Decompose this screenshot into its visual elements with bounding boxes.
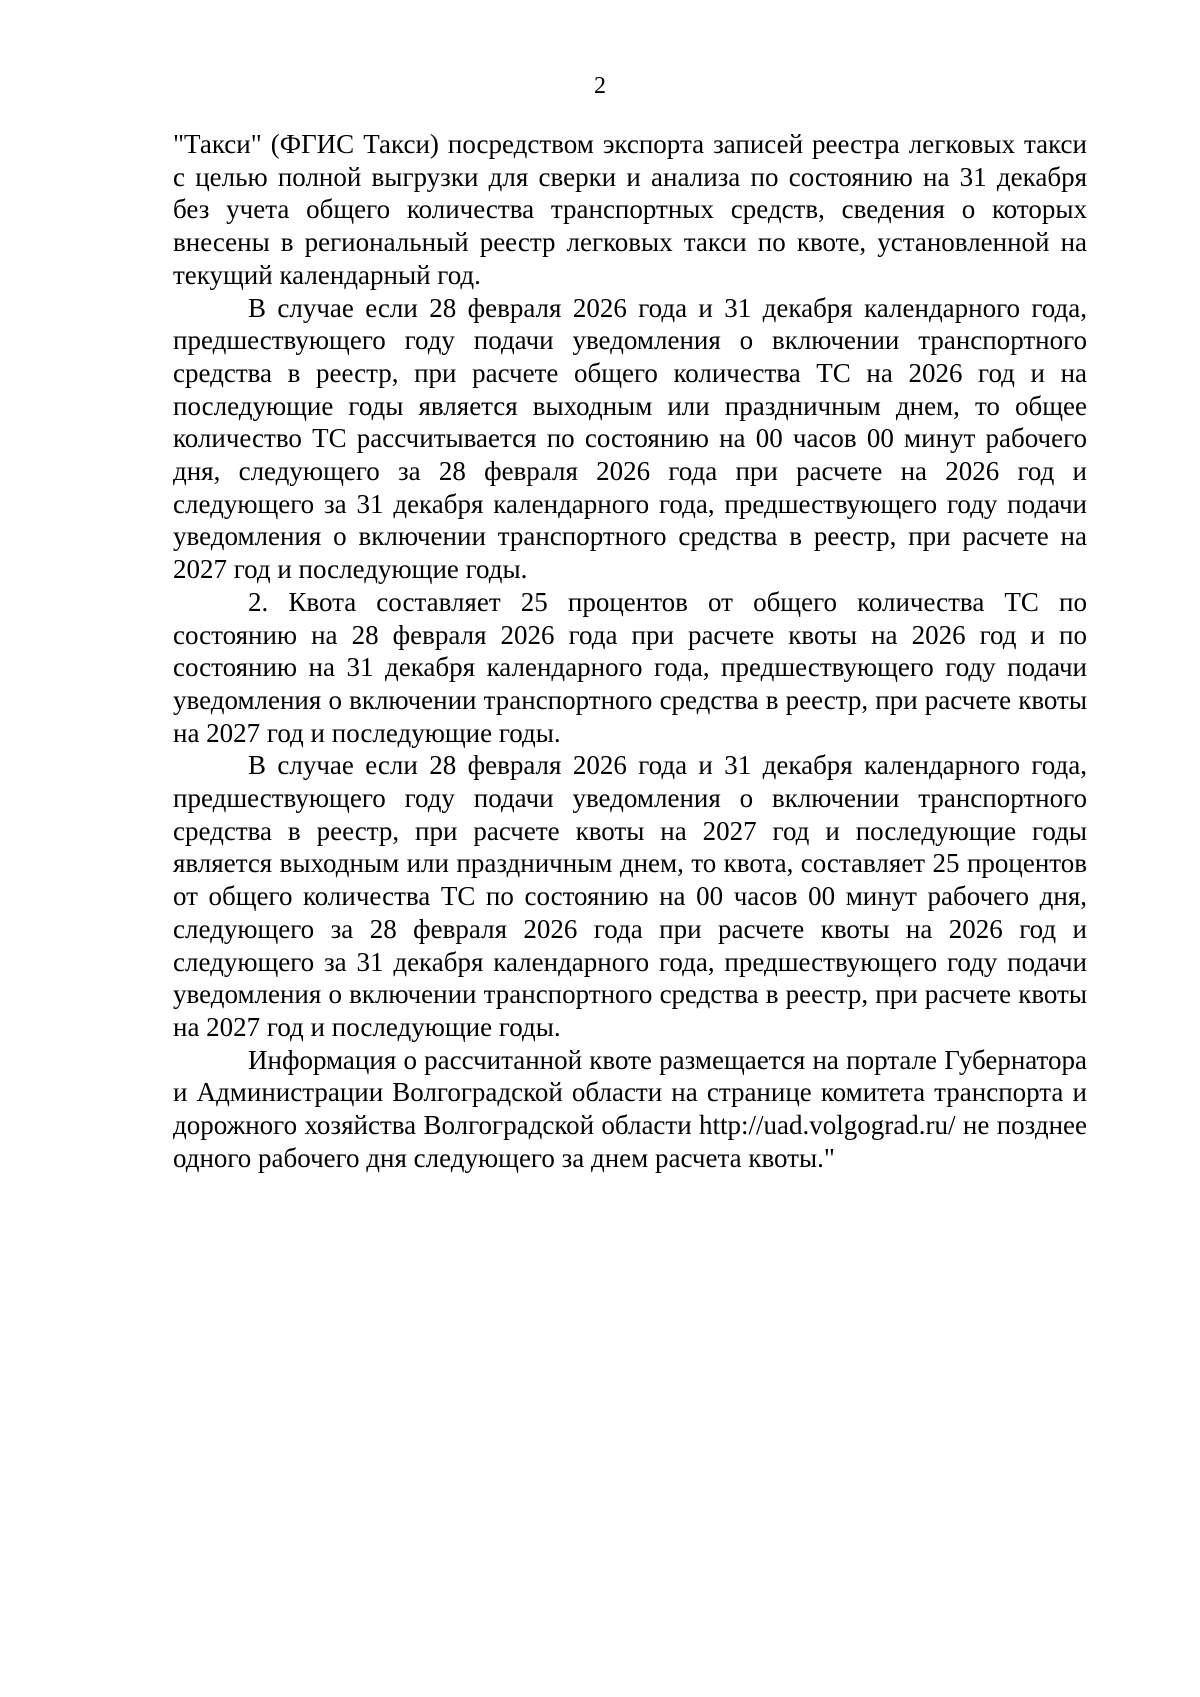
paragraph-quota-publication: Информация о рассчитанной квоте размещается на портале Губернатора и Администрации Волгоградской области на странице комитета транспорта и дорожного хозяйства Волгоградской области http://uad.volgograd.ru/ не позднее одного рабочего дня следующего за днем расчета квоты." bbox=[173, 1044, 1087, 1173]
paragraph-holiday-quota: В случае если 28 февраля 2026 года и 31 декабря календарного года, предшествующего году подачи уведомления о включении транспортного средства в реестр, при расчете квоты на 2027 год и последующие годы является выходным или праздничным днем, то квота, составляет 25 процентов от общего количества ТС по состоянию на 00 часов 00 минут рабочего дня, следующего за 28 февраля 2026 года при расчете квоты на 2026 год и следующего за 31 декабря календарного года, предшествующего году подачи уведомления о включении транспортного средства в реестр, при расчете квоты на 2027 год и последующие годы. bbox=[173, 750, 1087, 1042]
paragraph-holiday-total-count: В случае если 28 февраля 2026 года и 31 декабря календарного года, предшествующего году подачи уведомления о включении транспортного средства в реестр, при расчете общего количества ТС на 2026 год и на последующие годы является выходным или праздничным днем, то общее количество ТС рассчитывается по состоянию на 00 часов 00 минут рабочего дня, следующего за 28 февраля 2026 года при расчете на 2026 год и следующего за 31 декабря календарного года, предшествующего году подачи уведомления о включении транспортного средства в реестр, при расчете на 2027 год и последующие годы. bbox=[173, 292, 1087, 585]
document-body bbox=[173, 128, 1087, 1175]
page-number: 2 bbox=[594, 73, 606, 99]
paragraph-quota-definition: 2. Квота составляет 25 процентов от общего количества ТС по состоянию на 28 февраля 2026 года при расчете квоты на 2026 год и по состоянию на 31 декабря календарного года, предшествующего году подачи уведомления о включении транспортного средства в реестр, при расчете квоты на 2027 год и последующие годы. bbox=[173, 586, 1087, 748]
paragraph-continuation: "Такси" (ФГИС Такси) посредством экспорта записей реестра легковых такси с целью полной выгрузки для сверки и анализа по состоянию на 31 декабря без учета общего количества транспортных средств, сведения о которых внесены в региональный реестр легковых такси по квоте, установленной на текущий календарный год. bbox=[173, 129, 1087, 290]
